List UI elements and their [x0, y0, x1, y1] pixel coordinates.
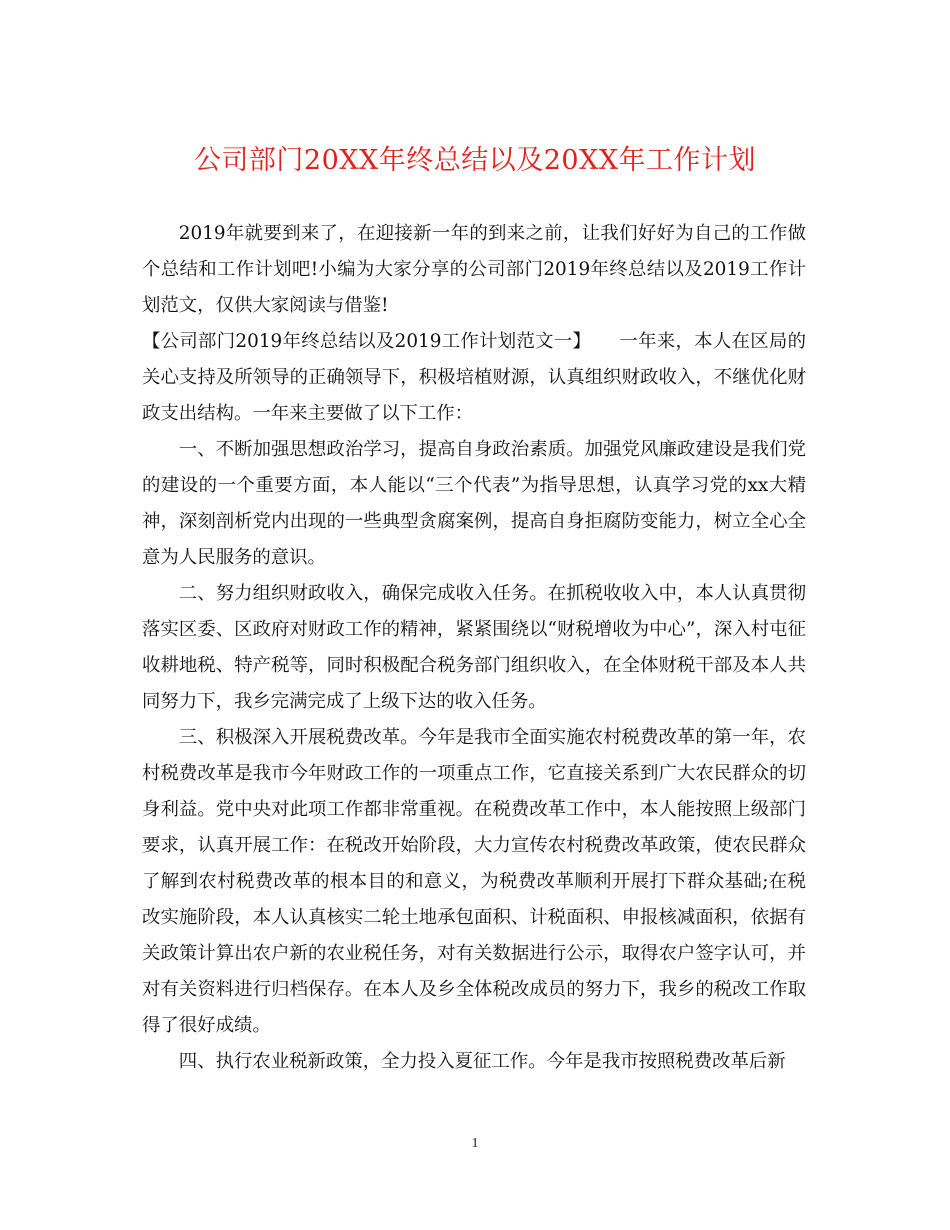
- page-number: 1: [471, 1136, 479, 1151]
- paragraph-point-one: 一、不断加强思想政治学习，提高自身政治素质。加强党风廉政建设是我们党的建设的一个重要方面，本人能以“三个代表”为指导思想，认真学习党的xx大精神，深刻剖析党内出现的一些典型贪腐案例，提高自身拒腐防变能力，树立全心全意为人民服务的意识。: [142, 439, 806, 568]
- paragraph-point-three: 三、积极深入开展税费改革。今年是我市全面实施农村税费改革的第一年，农村税费改革是我市今年财政工作的一项重点工作，它直接关系到广大农民群众的切身利益。党中央对此项工作都非常重视。在税费改革工作中，本人能按照上级部门要求，认真开展工作：在税改开始阶段，大力宣传农村税费改革政策，使农民群众了解到农村税费改革的根本目的和意义，为税费改革顺利开展打下群众基础;在税改实施阶段，本人认真核实二轮土地承包面积、计税面积、申报核减面积，依据有关政策计算出农户新的农业税任务，对有关数据进行公示，取得农户签字认可，并对有关资料进行归档保存。在本人及乡全体税改成员的努力下，我乡的税改工作取得了很好成绩。: [142, 727, 806, 1036]
- paragraph-point-two: 二、努力组织财政收入，确保完成收入任务。在抓税收收入中，本人认真贯彻落实区委、区政府对财政工作的精神，紧紧围绕以“财税增收为中心”，深入村屯征收耕地税、特产税等，同时积极配合税务部门组织收入，在全体财税干部及本人共同努力下，我乡完满完成了上级下达的收入任务。: [142, 583, 806, 712]
- paragraph-intro: 2019年就要到来了，在迎接新一年的到来之前，让我们好好为自己的工作做个总结和工作计划吧!小编为大家分享的公司部门2019年终总结以及2019工作计划范文，仅供大家阅读与借鉴!: [142, 223, 806, 316]
- document-body: [142, 216, 806, 1080]
- document-title: 公司部门20XX年终总结以及20XX年工作计划: [193, 145, 757, 176]
- paragraph-point-four: 四、执行农业税新政策，全力投入夏征工作。今年是我市按照税费改革后新: [178, 1051, 786, 1072]
- paragraph-section-heading: 【公司部门2019年终总结以及2019工作计划范文一】 一年来，本人在区局的关心支持及所领导的正确领导下，积极培植财源，认真组织财政收入，不继优化财政支出结构。一年来主要做了以下工作：: [142, 331, 806, 424]
